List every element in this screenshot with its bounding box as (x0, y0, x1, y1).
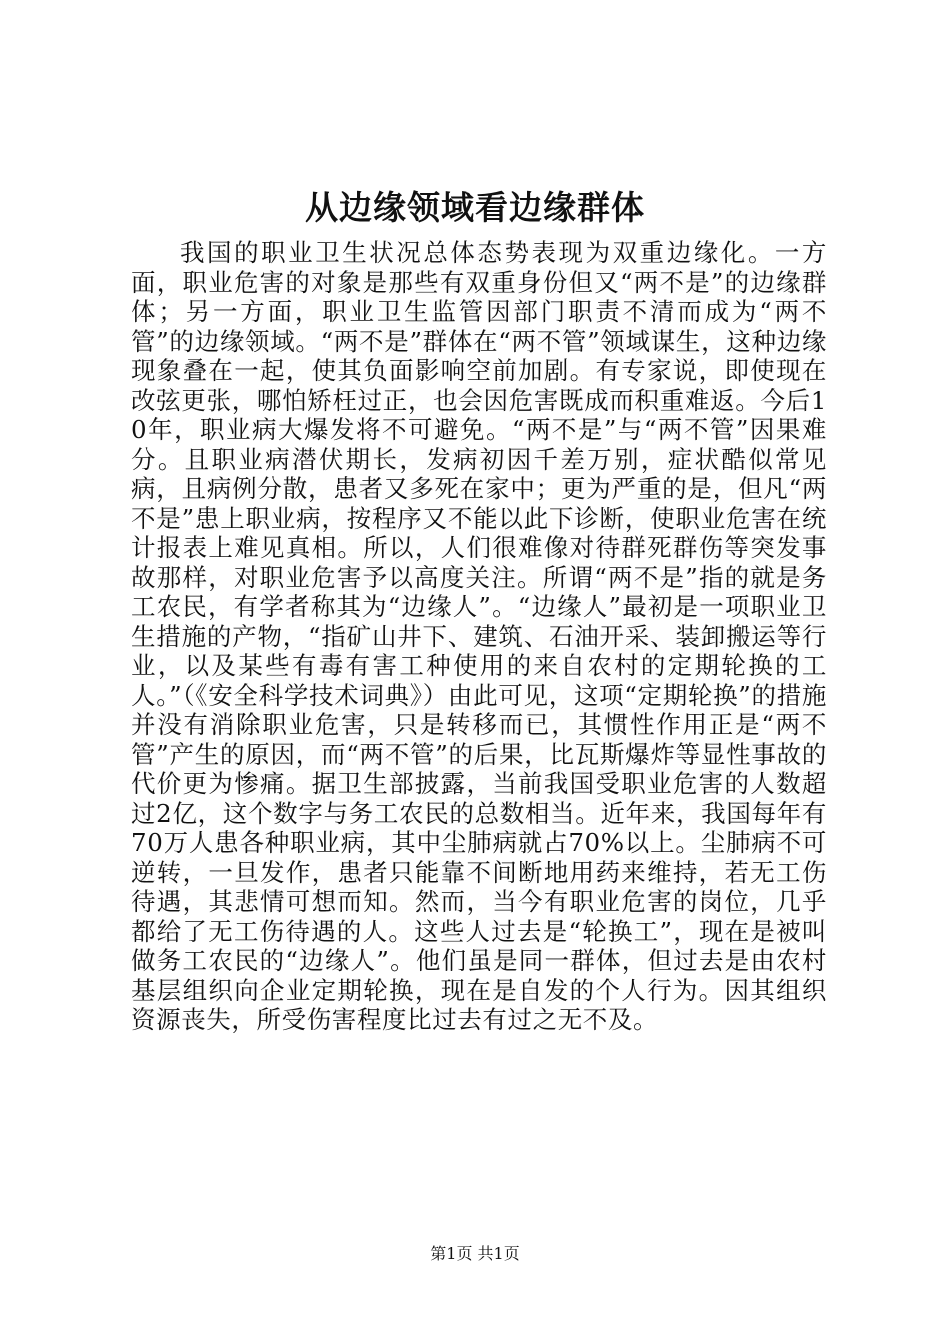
document-title: 从边缘领域看边缘群体 (305, 188, 645, 227)
page-footer: 第1页 共1页 (430, 1244, 520, 1263)
body-paragraph: 我国的职业卫生状况总体态势表现为双重边缘化。一方面，职业危害的对象是那些有双重身份但又“两不是”的边缘群体；另一方面，职业卫生监管因部门职责不清而成为“两不管”的边缘领域。“两不是”群体在“两不管”领域谋生，这种边缘现象叠在一起，使其负面影响空前加剧。有专家说，即使现在改弦更张，哪怕矫枉过正，也会因危害既成而积重难返。今后10年，职业病大爆发将不可避免。“两不是”与“两不管”因果难分。且职业病潜伏期长，发病初因千差万别，症状酷似常见病，且病例分散，患者又多死在家中；更为严重的是，但凡“两不是”患上职业病，按程序又不能以此下诊断，使职业危害在统计报表上难见真相。所以，人们很难像对待群死群伤等突发事故那样，对职业危害予以高度关注。所谓“两不是”指的就是务工农民，有学者称其为“边缘人”。“边缘人”最初是一项职业卫生措施的产物，“指矿山井下、建筑、石油开采、装卸搬运等行业，以及某些有毒有害工种使用的来自农村的定期轮换的工人。”（《安全科学技术词典》）由此可见，这项“定期轮换”的措施并没有消除职业危害，只是转移而已，其惯性作用正是“两不管”产生的原因，而“两不管”的后果，比瓦斯爆炸等显性事故的代价更为惨痛。据卫生部披露，当前我国受职业危害的人数超过2亿，这个数字与务工农民的总数相当。近年来，我国每年有70万人患各种职业病，其中尘肺病就占70%以上。尘肺病不可逆转，一旦发作，患者只能靠不间断地用药来维持，若无工伤待遇，其悲情可想而知。然而，当今有职业危害的岗位，几乎都给了无工伤待遇的人。这些人过去是“轮换工”，现在是被叫做务工农民的“边缘人”。他们虽是同一群体，但过去是由农村基层组织向企业定期轮换，现在是自发的个人行为。因其组织资源丧失，所受伤害程度比过去有过之无不及。 (131, 238, 827, 1034)
